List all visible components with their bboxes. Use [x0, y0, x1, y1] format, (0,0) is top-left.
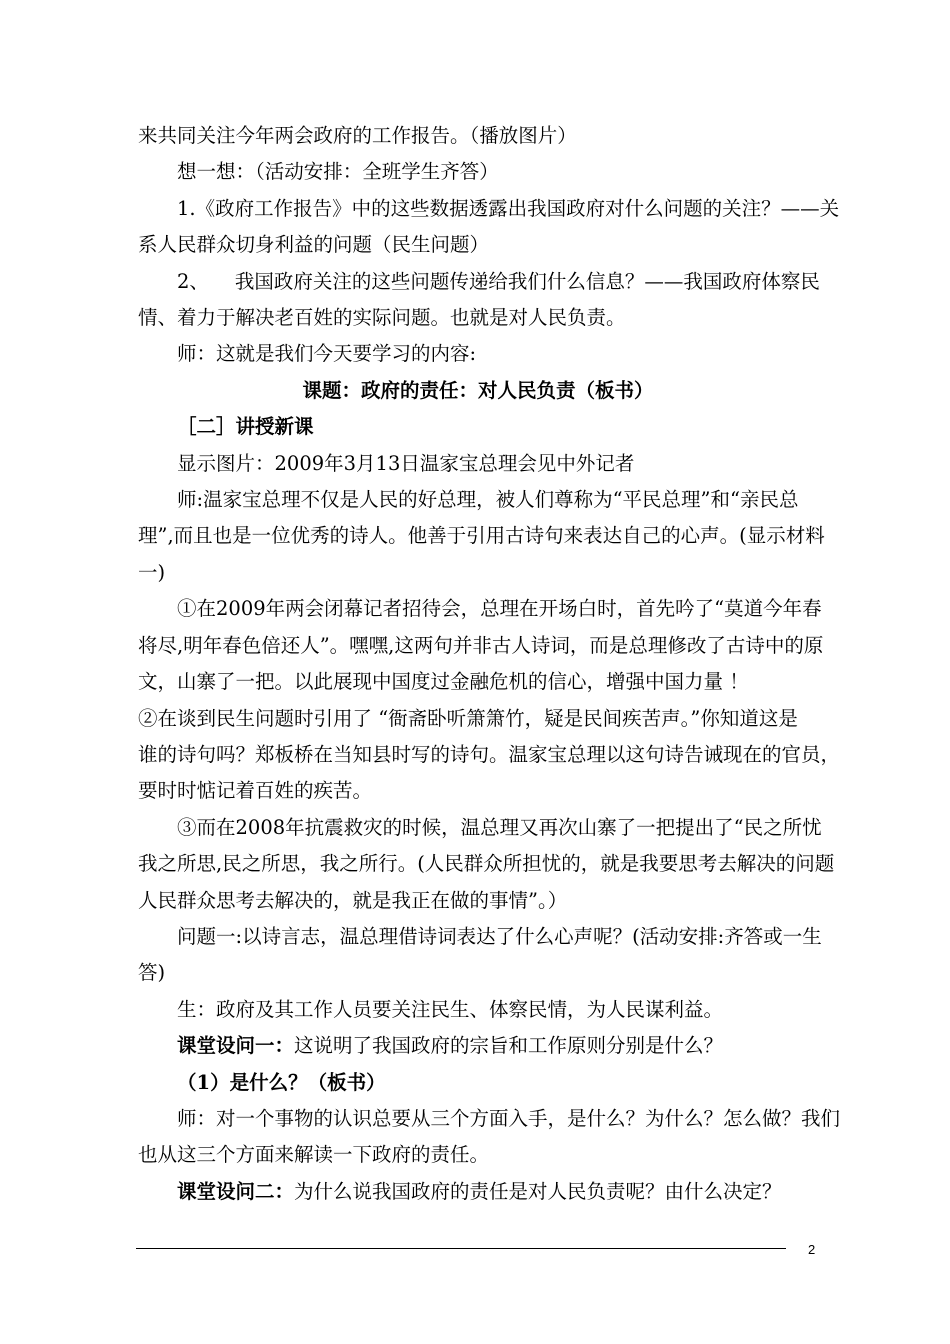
paragraph-line: 师：对一个事物的认识总要从三个方面入手，是什么？为什么？怎么做？我们: [177, 1106, 841, 1130]
paragraph-line: 将尽,明年春色倍还人”。嘿嘿,这两句并非古人诗词，而是总理修改了古诗中的原: [138, 633, 824, 657]
question-text: 为什么说我国政府的责任是对人民负责呢？由什么决定？: [294, 1179, 782, 1203]
question-text: 这说明了我国政府的宗旨和工作原则分别是什么？: [294, 1034, 724, 1058]
paragraph-line: 文，山寨了一把。以此展现中国度过金融危机的信心，增强中国力量 ！: [138, 670, 749, 694]
paragraph-line: [138, 1174, 818, 1210]
paragraph-line: 谁的诗句吗？郑板桥在当知县时写的诗句。温家宝总理以这句诗告诫现在的官员，: [138, 742, 841, 766]
paragraph-line: 也从这三个方面来解读一下政府的责任。: [138, 1143, 490, 1167]
paragraph-line: 来共同关注今年两会政府的工作报告。（播放图片）: [138, 124, 577, 147]
paragraph-line: 师：这就是我们今天要学习的内容:: [177, 342, 477, 366]
paragraph-line: 系人民群众切身利益的问题（民生问题）: [138, 233, 490, 257]
paragraph-line: 生：政府及其工作人员要关注民生、体察民情，为人民谋利益。: [177, 997, 724, 1021]
question-label: 课堂设问二：: [177, 1179, 295, 1203]
paragraph-line: 想一想：（活动安排：全班学生齐答）: [177, 160, 499, 184]
paragraph-line: 答): [138, 961, 166, 985]
paragraph-line: 理”,而且也是一位优秀的诗人。他善于引用古诗句来表达自己的心声。(显示材料: [138, 524, 825, 548]
document-body: [138, 118, 841, 1210]
paragraph-line: 问题一:以诗言志，温总理借诗词表达了什么心声呢？(活动安排:齐答或一生: [177, 924, 822, 948]
list-number: 2、: [177, 269, 209, 293]
paragraph-line: [138, 1028, 818, 1064]
paragraph-line: 师:温家宝总理不仅是人民的好总理，被人们尊称为“平民总理”和“亲民总: [177, 488, 799, 512]
question-label: 课堂设问一：: [177, 1034, 295, 1058]
paragraph-line: [138, 264, 818, 300]
paragraph-line: 情、着力于解决老百姓的实际问题。也就是对人民负责。: [138, 306, 626, 330]
paragraph-line: ③而在2008年抗震救灾的时候，温总理又再次山寨了一把提出了“民之所忧: [177, 815, 822, 839]
paragraph-line: ①在2009年两会闭幕记者招待会，总理在开场白时，首先吟了“莫道今年春: [177, 597, 822, 621]
paragraph-line: 人民群众思考去解决的，就是我正在做的事情”。）: [138, 888, 568, 912]
page-number: 2: [808, 1242, 816, 1257]
paragraph-line: ②在谈到民生问题时引用了 “衙斋卧听箫箫竹，疑是民间疾苦声。”你知道这是: [138, 706, 798, 730]
footer-divider: [136, 1248, 786, 1249]
paragraph-line: 一): [138, 560, 166, 584]
list-text: 我国政府关注的这些问题传递给我们什么信息？——我国政府体察民: [234, 269, 820, 293]
lesson-title: 课题：政府的责任：对人民负责（板书）: [302, 378, 654, 402]
paragraph-line: 显示图片：2009年3月13日温家宝总理会见中外记者: [177, 451, 635, 475]
paragraph-line: 1.《政府工作报告》中的这些数据透露出我国政府对什么问题的关注？——关: [177, 196, 840, 220]
section-heading: ［二］讲授新课: [177, 415, 314, 439]
paragraph-line: 要时时惦记着百姓的疾苦。: [138, 779, 373, 803]
subheading: （1）是什么？（板书）: [177, 1070, 386, 1094]
paragraph-line: 我之所思,民之所思，我之所行。(人民群众所担忧的，就是我要思考去解决的问题: [138, 852, 835, 876]
